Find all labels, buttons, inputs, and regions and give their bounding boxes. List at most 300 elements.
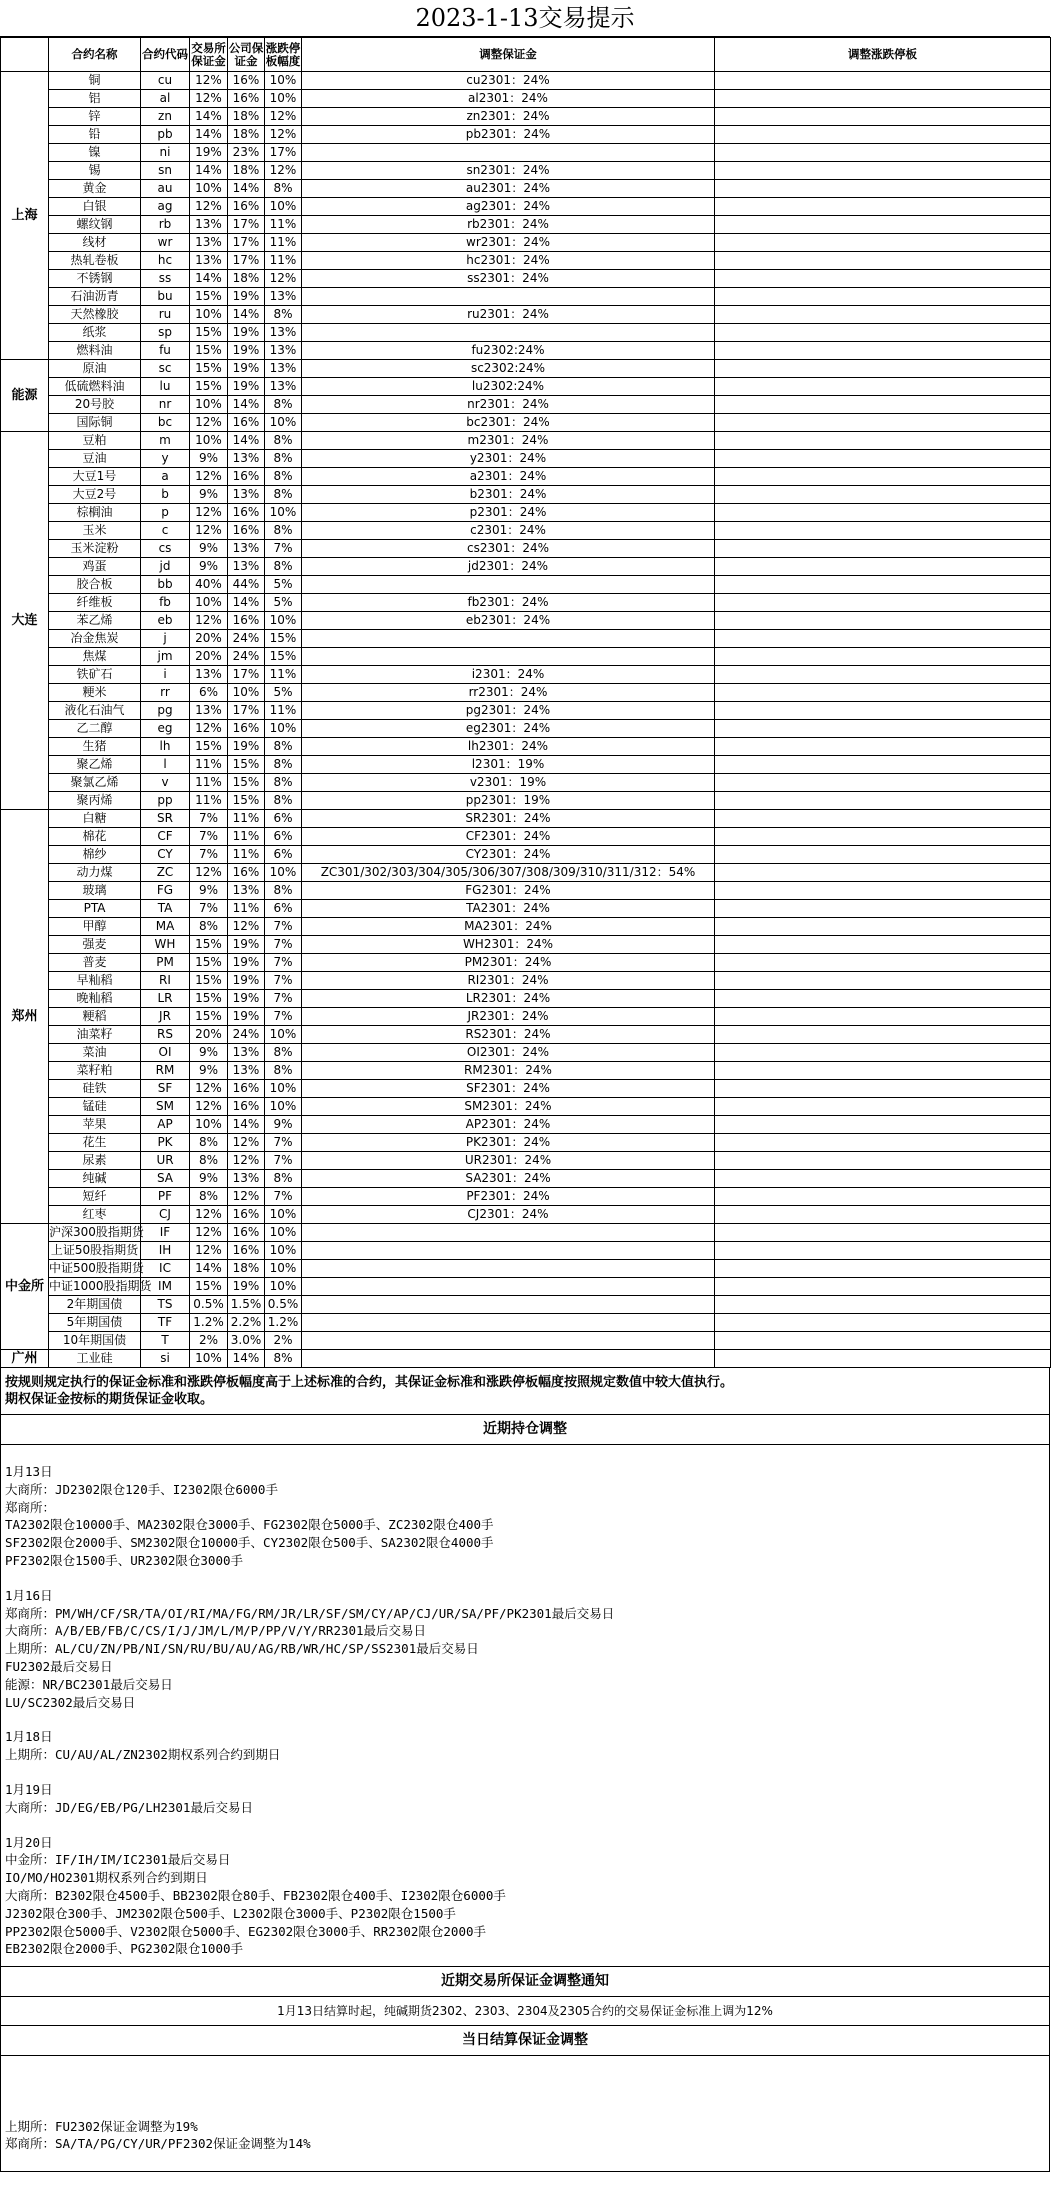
- exchange-margin: 10%: [190, 1350, 228, 1368]
- exchange-margin: 13%: [190, 252, 228, 270]
- company-margin: 16%: [228, 720, 265, 738]
- price-limit: 12%: [265, 126, 302, 144]
- company-margin: 24%: [228, 1026, 265, 1044]
- adjusted-margin: i2301：24%: [302, 666, 715, 684]
- exchange-margin: 20%: [190, 630, 228, 648]
- price-limit: 2%: [265, 1332, 302, 1350]
- exchange-margin: 8%: [190, 1188, 228, 1206]
- adjusted-limit: [715, 126, 1051, 144]
- table-row: [1, 324, 1051, 342]
- position-line: PF2302限仓1500手、UR2302限仓3000手: [5, 1552, 244, 1568]
- adjusted-limit: [715, 396, 1051, 414]
- table-row: [1, 1098, 1051, 1116]
- contract-code: CF: [141, 828, 190, 846]
- contract-name: PTA: [49, 900, 141, 918]
- company-margin: 14%: [228, 1350, 265, 1368]
- table-row: [1, 252, 1051, 270]
- adjusted-margin: [302, 1260, 715, 1278]
- company-margin: 16%: [228, 468, 265, 486]
- position-line: 上期所：AL/CU/ZN/PB/NI/SN/RU/BU/AU/AG/RB/WR/HC/SP/SS2301最后交易日: [5, 1641, 479, 1657]
- contract-name: 鸡蛋: [49, 558, 141, 576]
- contract-name: 粳稻: [49, 1008, 141, 1026]
- adjusted-limit: [715, 414, 1051, 432]
- adjusted-margin: [302, 144, 715, 162]
- exchange-margin: 12%: [190, 504, 228, 522]
- adjusted-margin: RI2301：24%: [302, 972, 715, 990]
- price-limit: 7%: [265, 990, 302, 1008]
- contract-name: 液化石油气: [49, 702, 141, 720]
- price-limit: 10%: [265, 864, 302, 882]
- price-limit: 8%: [265, 1350, 302, 1368]
- table-row: [1, 540, 1051, 558]
- adjusted-margin: au2301：24%: [302, 180, 715, 198]
- table-row: [1, 144, 1051, 162]
- adjusted-margin: wr2301：24%: [302, 234, 715, 252]
- adjusted-limit: [715, 1314, 1051, 1332]
- contract-name: 纸浆: [49, 324, 141, 342]
- position-block: [5, 1463, 1045, 1570]
- contract-code: ZC: [141, 864, 190, 882]
- price-limit: 7%: [265, 936, 302, 954]
- exchange-margin: 12%: [190, 198, 228, 216]
- contract-code: a: [141, 468, 190, 486]
- exchange-name: 上海: [1, 72, 49, 360]
- position-block: [5, 1834, 1045, 1959]
- price-limit: 10%: [265, 1260, 302, 1278]
- price-limit: 5%: [265, 576, 302, 594]
- exchange-margin: 13%: [190, 702, 228, 720]
- adjusted-limit: [715, 954, 1051, 972]
- company-margin: 12%: [228, 1152, 265, 1170]
- position-line: FU2302最后交易日: [5, 1658, 113, 1674]
- adjusted-limit: [715, 270, 1051, 288]
- contract-code: eb: [141, 612, 190, 630]
- company-margin: 19%: [228, 738, 265, 756]
- contract-code: CY: [141, 846, 190, 864]
- price-limit: 13%: [265, 324, 302, 342]
- adjusted-margin: MA2301：24%: [302, 918, 715, 936]
- exchange-margin: 7%: [190, 810, 228, 828]
- exchange-margin: 9%: [190, 1044, 228, 1062]
- contract-code: JR: [141, 1008, 190, 1026]
- table-row: [1, 792, 1051, 810]
- price-limit: 11%: [265, 702, 302, 720]
- adjusted-margin: fu2302:24%: [302, 342, 715, 360]
- company-margin: 16%: [228, 414, 265, 432]
- exchange-margin: 15%: [190, 324, 228, 342]
- contract-code: TS: [141, 1296, 190, 1314]
- company-margin: 13%: [228, 450, 265, 468]
- contract-code: wr: [141, 234, 190, 252]
- contract-code: fu: [141, 342, 190, 360]
- exchange-margin: 12%: [190, 414, 228, 432]
- exchange-margin: 12%: [190, 864, 228, 882]
- adjusted-margin: b2301：24%: [302, 486, 715, 504]
- contract-code: ru: [141, 306, 190, 324]
- contract-name: 强麦: [49, 936, 141, 954]
- contract-code: IH: [141, 1242, 190, 1260]
- adjusted-limit: [715, 162, 1051, 180]
- price-limit: 10%: [265, 612, 302, 630]
- contract-code: c: [141, 522, 190, 540]
- company-margin: 17%: [228, 234, 265, 252]
- adjusted-limit: [715, 504, 1051, 522]
- table-row: [1, 486, 1051, 504]
- price-limit: 12%: [265, 270, 302, 288]
- position-line: 大商所：B2302限仓4500手、BB2302限仓80手、FB2302限仓400手、I2302限仓6000手: [5, 1887, 506, 1903]
- company-margin: 24%: [228, 630, 265, 648]
- contract-name: 棕榈油: [49, 504, 141, 522]
- adjusted-limit: [715, 702, 1051, 720]
- exchange-margin: 15%: [190, 378, 228, 396]
- price-limit: 6%: [265, 900, 302, 918]
- table-row: [1, 126, 1051, 144]
- table-row: [1, 990, 1051, 1008]
- adjusted-margin: SF2301：24%: [302, 1080, 715, 1098]
- position-line: IO/MO/HO2301期权系列合约到期日: [5, 1870, 208, 1886]
- price-limit: 10%: [265, 720, 302, 738]
- position-block: [5, 1728, 1045, 1764]
- table-row: [1, 594, 1051, 612]
- exchange-margin: 12%: [190, 720, 228, 738]
- exchange-margin: 20%: [190, 648, 228, 666]
- company-margin: 10%: [228, 684, 265, 702]
- adjusted-margin: ru2301：24%: [302, 306, 715, 324]
- adjusted-limit: [715, 846, 1051, 864]
- price-limit: 8%: [265, 756, 302, 774]
- contract-code: rb: [141, 216, 190, 234]
- contract-code: SA: [141, 1170, 190, 1188]
- contract-name: 菜油: [49, 1044, 141, 1062]
- table-row: [1, 1278, 1051, 1296]
- adjusted-margin: [302, 576, 715, 594]
- position-line: 郑商所：: [5, 1499, 56, 1515]
- exchange-margin: 12%: [190, 612, 228, 630]
- column-header: 交易所保证金: [190, 38, 228, 72]
- exchange-margin: 10%: [190, 432, 228, 450]
- contract-code: jm: [141, 648, 190, 666]
- table-row: [1, 918, 1051, 936]
- price-limit: 8%: [265, 774, 302, 792]
- adjusted-limit: [715, 1350, 1051, 1368]
- adjusted-limit: [715, 666, 1051, 684]
- exchange-name: 广州: [1, 1350, 49, 1368]
- adjusted-limit: [715, 864, 1051, 882]
- contract-code: T: [141, 1332, 190, 1350]
- contract-name: 尿素: [49, 1152, 141, 1170]
- adjusted-limit: [715, 180, 1051, 198]
- adjusted-margin: SR2301：24%: [302, 810, 715, 828]
- contract-name: 粳米: [49, 684, 141, 702]
- company-margin: 14%: [228, 594, 265, 612]
- exchange-margin: 15%: [190, 342, 228, 360]
- company-margin: 12%: [228, 1134, 265, 1152]
- contract-code: TF: [141, 1314, 190, 1332]
- position-date: 1月13日: [5, 1464, 53, 1479]
- contract-name: 白银: [49, 198, 141, 216]
- table-row: [1, 558, 1051, 576]
- company-margin: 3.0%: [228, 1332, 265, 1350]
- adjusted-margin: rr2301：24%: [302, 684, 715, 702]
- position-line: 中金所：IF/IH/IM/IC2301最后交易日: [5, 1852, 231, 1868]
- table-row: [1, 1224, 1051, 1242]
- company-margin: 14%: [228, 396, 265, 414]
- adjusted-margin: [302, 324, 715, 342]
- contract-code: PF: [141, 1188, 190, 1206]
- daily-section-body: [0, 2056, 1050, 2172]
- contract-code: bb: [141, 576, 190, 594]
- company-margin: 19%: [228, 990, 265, 1008]
- table-row: [1, 612, 1051, 630]
- exchange-margin: 8%: [190, 918, 228, 936]
- price-limit: 8%: [265, 450, 302, 468]
- adjusted-margin: PM2301：24%: [302, 954, 715, 972]
- adjusted-limit: [715, 1134, 1051, 1152]
- company-margin: 16%: [228, 612, 265, 630]
- contract-name: 玉米淀粉: [49, 540, 141, 558]
- adjusted-limit: [715, 342, 1051, 360]
- contract-name: 沪深300股指期货: [49, 1224, 141, 1242]
- contract-code: b: [141, 486, 190, 504]
- table-row: [1, 180, 1051, 198]
- contract-name: 原油: [49, 360, 141, 378]
- exchange-margin: 15%: [190, 954, 228, 972]
- company-margin: 24%: [228, 648, 265, 666]
- exchange-margin: 6%: [190, 684, 228, 702]
- adjusted-limit: [715, 720, 1051, 738]
- adjusted-margin: UR2301：24%: [302, 1152, 715, 1170]
- table-row: [1, 414, 1051, 432]
- adjusted-margin: OI2301：24%: [302, 1044, 715, 1062]
- exchange-margin: 2%: [190, 1332, 228, 1350]
- company-margin: 18%: [228, 162, 265, 180]
- position-line: TA2302限仓10000手、MA2302限仓3000手、FG2302限仓5000手、ZC2302限仓400手: [5, 1517, 494, 1533]
- position-line: 大商所：JD/EG/EB/PG/LH2301最后交易日: [5, 1799, 253, 1815]
- adjusted-margin: [302, 1224, 715, 1242]
- adjusted-margin: ZC301/302/303/304/305/306/307/308/309/310/311/312：54%: [302, 864, 715, 882]
- adjusted-limit: [715, 216, 1051, 234]
- contract-name: 燃料油: [49, 342, 141, 360]
- contract-code: sp: [141, 324, 190, 342]
- price-limit: 8%: [265, 180, 302, 198]
- adjusted-limit: [715, 918, 1051, 936]
- table-row: [1, 396, 1051, 414]
- adjusted-margin: FG2301：24%: [302, 882, 715, 900]
- adjusted-margin: eg2301：24%: [302, 720, 715, 738]
- price-limit: 12%: [265, 108, 302, 126]
- contract-code: IF: [141, 1224, 190, 1242]
- contract-name: 花生: [49, 1134, 141, 1152]
- position-date: 1月20日: [5, 1834, 53, 1850]
- adjusted-margin: PF2301：24%: [302, 1188, 715, 1206]
- company-margin: 15%: [228, 756, 265, 774]
- contract-name: 乙二醇: [49, 720, 141, 738]
- price-limit: 5%: [265, 684, 302, 702]
- contract-code: cs: [141, 540, 190, 558]
- company-margin: 17%: [228, 252, 265, 270]
- adjusted-margin: LR2301：24%: [302, 990, 715, 1008]
- contract-code: jd: [141, 558, 190, 576]
- contract-name: 螺纹钢: [49, 216, 141, 234]
- position-line: 大商所：JD2302限仓120手、I2302限仓6000手: [5, 1481, 278, 1497]
- contract-code: OI: [141, 1044, 190, 1062]
- exchange-margin: 7%: [190, 900, 228, 918]
- table-row: [1, 270, 1051, 288]
- column-header: 合约代码: [141, 38, 190, 72]
- price-limit: 10%: [265, 90, 302, 108]
- table-row: [1, 1026, 1051, 1044]
- price-limit: 6%: [265, 810, 302, 828]
- price-limit: 5%: [265, 594, 302, 612]
- table-row: [1, 1332, 1051, 1350]
- company-margin: 16%: [228, 1242, 265, 1260]
- table-row: [1, 1134, 1051, 1152]
- adjusted-limit: [715, 900, 1051, 918]
- contract-name: 热轧卷板: [49, 252, 141, 270]
- contract-code: l: [141, 756, 190, 774]
- exchange-margin: 11%: [190, 756, 228, 774]
- contract-name: 铅: [49, 126, 141, 144]
- table-row: [1, 810, 1051, 828]
- company-margin: 16%: [228, 90, 265, 108]
- position-line: EB2302限仓2000手、PG2302限仓1000手: [5, 1941, 244, 1957]
- adjusted-margin: WH2301：24%: [302, 936, 715, 954]
- exchange-margin: 9%: [190, 882, 228, 900]
- company-margin: 44%: [228, 576, 265, 594]
- table-row: [1, 1152, 1051, 1170]
- adjusted-limit: [715, 1242, 1051, 1260]
- adjusted-limit: [715, 1026, 1051, 1044]
- exchange-margin: 7%: [190, 846, 228, 864]
- adjusted-limit: [715, 1206, 1051, 1224]
- contract-name: 豆油: [49, 450, 141, 468]
- exchange-margin: 9%: [190, 486, 228, 504]
- contract-code: LR: [141, 990, 190, 1008]
- price-limit: 11%: [265, 252, 302, 270]
- price-limit: 10%: [265, 1242, 302, 1260]
- adjusted-margin: cs2301：24%: [302, 540, 715, 558]
- table-row: [1, 522, 1051, 540]
- price-limit: 10%: [265, 198, 302, 216]
- price-limit: 10%: [265, 1080, 302, 1098]
- company-margin: 13%: [228, 1170, 265, 1188]
- table-row: [1, 108, 1051, 126]
- adjusted-limit: [715, 1062, 1051, 1080]
- adjusted-limit: [715, 90, 1051, 108]
- contract-name: 豆粕: [49, 432, 141, 450]
- contract-name: 不锈钢: [49, 270, 141, 288]
- contract-code: lh: [141, 738, 190, 756]
- adjusted-limit: [715, 1080, 1051, 1098]
- adjusted-limit: [715, 936, 1051, 954]
- adjusted-limit: [715, 198, 1051, 216]
- exchange-margin: 14%: [190, 162, 228, 180]
- adjusted-margin: eb2301：24%: [302, 612, 715, 630]
- column-header: 调整涨跌停板: [715, 38, 1051, 72]
- adjusted-limit: [715, 450, 1051, 468]
- contract-name: 焦煤: [49, 648, 141, 666]
- price-limit: 8%: [265, 1044, 302, 1062]
- adjusted-margin: bc2301：24%: [302, 414, 715, 432]
- position-line: 郑商所：PM/WH/CF/SR/TA/OI/RI/MA/FG/RM/JR/LR/SF/SM/CY/AP/CJ/UR/SA/PF/PK2301最后交易日: [5, 1605, 615, 1621]
- contract-name: 国际铜: [49, 414, 141, 432]
- contract-name: 中证1000股指期货: [49, 1278, 141, 1296]
- adjusted-margin: sn2301：24%: [302, 162, 715, 180]
- contract-code: PM: [141, 954, 190, 972]
- price-limit: 1.2%: [265, 1314, 302, 1332]
- exchange-margin: 10%: [190, 396, 228, 414]
- contract-code: i: [141, 666, 190, 684]
- exchange-margin: 12%: [190, 72, 228, 90]
- company-margin: 14%: [228, 306, 265, 324]
- price-limit: 13%: [265, 378, 302, 396]
- table-row: [1, 306, 1051, 324]
- company-margin: 16%: [228, 504, 265, 522]
- adjusted-margin: ss2301：24%: [302, 270, 715, 288]
- adjusted-margin: CY2301：24%: [302, 846, 715, 864]
- contract-code: m: [141, 432, 190, 450]
- adjusted-limit: [715, 1224, 1051, 1242]
- price-limit: 10%: [265, 1206, 302, 1224]
- price-limit: 8%: [265, 306, 302, 324]
- contract-name: 胶合板: [49, 576, 141, 594]
- contract-code: IC: [141, 1260, 190, 1278]
- adjusted-limit: [715, 306, 1051, 324]
- adjusted-margin: [302, 1314, 715, 1332]
- adjusted-limit: [715, 792, 1051, 810]
- price-limit: 8%: [265, 432, 302, 450]
- company-margin: 19%: [228, 936, 265, 954]
- position-line: 大商所：A/B/EB/FB/C/CS/I/J/JM/L/M/P/PP/V/Y/RR2301最后交易日: [5, 1623, 427, 1639]
- company-margin: 13%: [228, 1062, 265, 1080]
- table-row: [1, 936, 1051, 954]
- contract-code: zn: [141, 108, 190, 126]
- exchange-margin: 8%: [190, 1134, 228, 1152]
- contract-name: 普麦: [49, 954, 141, 972]
- contract-name: 红枣: [49, 1206, 141, 1224]
- price-limit: 7%: [265, 540, 302, 558]
- position-line: 能源：NR/BC2301最后交易日: [5, 1676, 173, 1692]
- price-limit: 8%: [265, 792, 302, 810]
- table-row: [1, 288, 1051, 306]
- company-margin: 14%: [228, 180, 265, 198]
- table-row: [1, 1350, 1051, 1368]
- contract-name: 锌: [49, 108, 141, 126]
- contract-code: FG: [141, 882, 190, 900]
- price-limit: 13%: [265, 342, 302, 360]
- adjusted-margin: hc2301：24%: [302, 252, 715, 270]
- company-margin: 18%: [228, 1260, 265, 1278]
- contract-code: ss: [141, 270, 190, 288]
- company-margin: 16%: [228, 72, 265, 90]
- company-margin: 19%: [228, 378, 265, 396]
- adjusted-margin: JR2301：24%: [302, 1008, 715, 1026]
- table-row: [1, 378, 1051, 396]
- exchange-margin: 15%: [190, 288, 228, 306]
- exchange-header: [1, 38, 49, 72]
- contract-name: 聚氯乙烯: [49, 774, 141, 792]
- adjusted-margin: zn2301：24%: [302, 108, 715, 126]
- contract-name: 大豆2号: [49, 486, 141, 504]
- adjusted-margin: PK2301：24%: [302, 1134, 715, 1152]
- table-row: [1, 234, 1051, 252]
- adjusted-limit: [715, 144, 1051, 162]
- table-row: [1, 864, 1051, 882]
- contract-name: 白糖: [49, 810, 141, 828]
- price-limit: 11%: [265, 216, 302, 234]
- table-row: [1, 756, 1051, 774]
- table-row: [1, 162, 1051, 180]
